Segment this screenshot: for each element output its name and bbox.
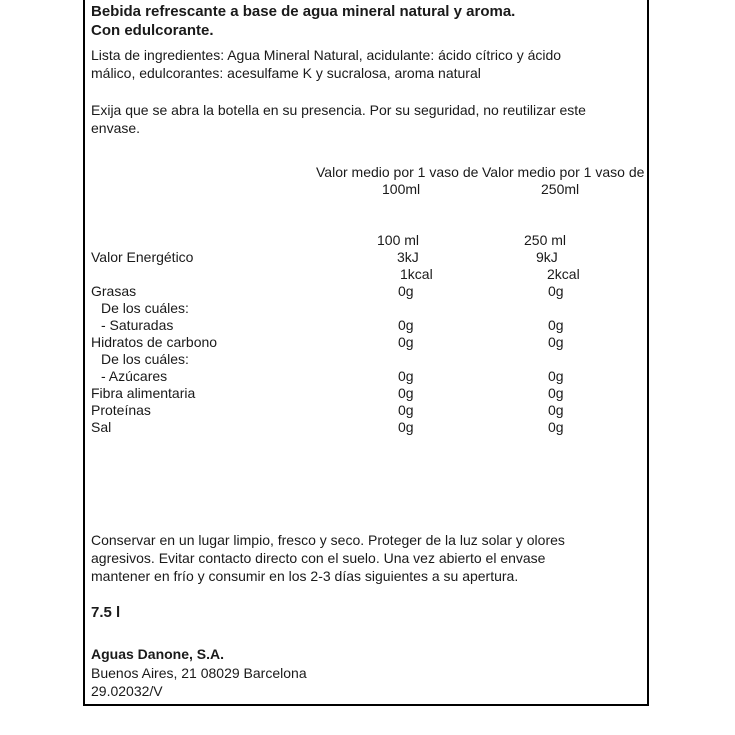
col2-unit: 250 ml xyxy=(524,232,567,248)
nutrient-value-saturated-100: 0g xyxy=(398,317,414,333)
nutrient-value-protein-100: 0g xyxy=(398,402,414,418)
nutrient-label-protein: Proteínas xyxy=(91,402,151,418)
storage-line-1: Conservar en un lugar limpio, fresco y seco. Proteger de la luz solar y olores xyxy=(91,532,565,548)
net-volume: 7.5 l xyxy=(91,604,121,621)
storage-line-2: agresivos. Evitar contacto directo con el suelo. Una vez abierto el envase xyxy=(91,550,546,566)
nutrient-value-protein-250: 0g xyxy=(548,402,564,418)
company-address: Buenos Aires, 21 08029 Barcelona xyxy=(91,665,307,681)
nutrient-value-energy-kj-100: 3kJ xyxy=(397,249,419,265)
nutrient-value-fat-100: 0g xyxy=(398,283,414,299)
col2-header-line-2: 250ml xyxy=(541,181,580,197)
nutrient-value-salt-250: 0g xyxy=(548,419,564,435)
nutrient-label-carbohydrates: Hidratos de carbono xyxy=(91,334,218,350)
nutrient-value-salt-100: 0g xyxy=(398,419,414,435)
nutrient-value-sugars-250: 0g xyxy=(548,368,564,384)
nutrient-value-saturated-250: 0g xyxy=(548,317,564,333)
nutrient-value-fat-250: 0g xyxy=(548,283,564,299)
nutrient-value-energy-kcal-100: 1kcal xyxy=(400,266,433,282)
nutrient-label-energy: Valor Energético xyxy=(91,249,194,265)
ingredients-line-1: Lista de ingredientes: Agua Mineral Natural, acidulante: ácido cítrico y ácido xyxy=(91,47,562,63)
product-title-line-2: Con edulcorante. xyxy=(91,22,214,39)
nutrient-label-fat: Grasas xyxy=(91,283,137,299)
nutrient-label-fibre: Fibra alimentaria xyxy=(91,385,196,401)
ingredients-line-2: málico, edulcorantes: acesulfame K y sucralosa, aroma natural xyxy=(91,65,481,81)
nutrient-value-carbohydrates-100: 0g xyxy=(398,334,414,350)
warning-line-1: Exija que se abra la botella en su presencia. Por su seguridad, no reutilizar este xyxy=(91,102,586,118)
product-title-line-1: Bebida refrescante a base de agua mineral natural y aroma. xyxy=(91,3,516,20)
nutrient-value-energy-kcal-250: 2kcal xyxy=(547,266,580,282)
nutrient-value-carbohydrates-250: 0g xyxy=(548,334,564,350)
nutrient-label-sugars: - Azúcares xyxy=(101,368,168,384)
company-registry: 29.02032/V xyxy=(91,683,163,699)
storage-line-3: mantener en frío y consumir en los 2-3 días siguientes a su apertura. xyxy=(91,568,519,584)
col2-header-line-1: Valor medio por 1 vaso de xyxy=(482,164,645,180)
nutrient-value-energy-kj-250: 9kJ xyxy=(536,249,558,265)
col1-header-line-2: 100ml xyxy=(382,181,421,197)
nutrient-label-of-which-1: De los cuáles: xyxy=(101,300,189,316)
nutrient-value-sugars-100: 0g xyxy=(398,368,414,384)
col1-header-line-1: Valor medio por 1 vaso de xyxy=(316,164,479,180)
nutrient-label-saturated: - Saturadas xyxy=(101,317,174,333)
nutrient-label-salt: Sal xyxy=(91,419,112,435)
warning-line-2: envase. xyxy=(91,120,141,136)
nutrient-value-fibre-100: 0g xyxy=(398,385,414,401)
company-name: Aguas Danone, S.A. xyxy=(91,646,225,662)
nutrient-value-fibre-250: 0g xyxy=(548,385,564,401)
nutrient-label-of-which-2: De los cuáles: xyxy=(101,351,189,367)
col1-unit: 100 ml xyxy=(377,232,420,248)
